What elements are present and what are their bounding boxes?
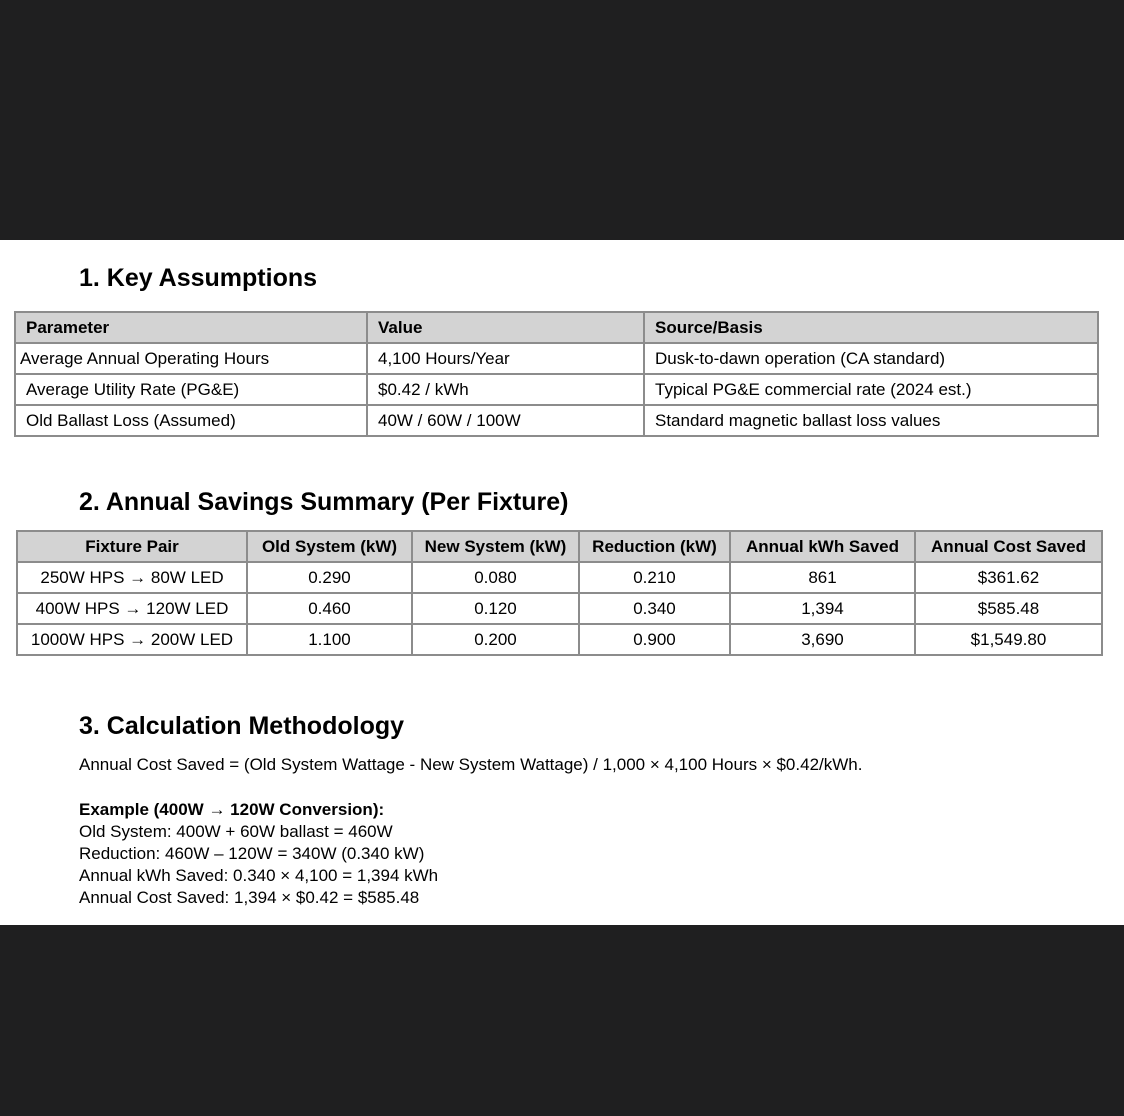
cell-fixture-pair: 400W HPS → 120W LED [17, 593, 247, 624]
cell-value: 4,100 Hours/Year [367, 343, 644, 374]
methodology-example [79, 799, 438, 909]
cell-source: Typical PG&E commercial rate (2024 est.) [644, 374, 1098, 405]
section-heading-key-assumptions: 1. Key Assumptions [79, 264, 318, 292]
cell-kwh-saved: 861 [730, 562, 915, 593]
column-header-fixture-pair: Fixture Pair [17, 531, 247, 562]
table-row [15, 374, 1098, 405]
column-header-kwh-saved: Annual kWh Saved [730, 531, 915, 562]
cell-cost-saved: $585.48 [915, 593, 1102, 624]
table-row [17, 593, 1102, 624]
document-page [0, 240, 1124, 925]
column-header-reduction: Reduction (kW) [579, 531, 730, 562]
section-heading-methodology: 3. Calculation Methodology [79, 712, 405, 740]
column-header-new-system: New System (kW) [412, 531, 579, 562]
cell-old-system: 0.290 [247, 562, 412, 593]
methodology-formula: Annual Cost Saved = (Old System Wattage - New System Wattage) / 1,000 × 4,100 Hours × $0.42/kWh. [79, 755, 863, 774]
example-line: Old System: 400W + 60W ballast = 460W [79, 822, 393, 841]
example-line: Reduction: 460W – 120W = 340W (0.340 kW) [79, 844, 425, 863]
cell-reduction: 0.340 [579, 593, 730, 624]
cell-kwh-saved: 3,690 [730, 624, 915, 655]
cell-parameter: Old Ballast Loss (Assumed) [15, 405, 367, 436]
cell-source: Dusk-to-dawn operation (CA standard) [644, 343, 1098, 374]
cell-source: Standard magnetic ballast loss values [644, 405, 1098, 436]
example-line: Annual Cost Saved: 1,394 × $0.42 = $585.48 [79, 888, 420, 907]
section-heading-annual-savings: 2. Annual Savings Summary (Per Fixture) [79, 488, 569, 516]
cell-old-system: 1.100 [247, 624, 412, 655]
cell-reduction: 0.210 [579, 562, 730, 593]
table-row [17, 562, 1102, 593]
cell-cost-saved: $1,549.80 [915, 624, 1102, 655]
cell-reduction: 0.900 [579, 624, 730, 655]
cell-fixture-pair: 250W HPS → 80W LED [17, 562, 247, 593]
cell-parameter: Average Utility Rate (PG&E) [15, 374, 367, 405]
column-header-parameter: Parameter [15, 312, 367, 343]
example-line: Annual kWh Saved: 0.340 × 4,100 = 1,394 kWh [79, 866, 439, 885]
table-row [15, 343, 1098, 374]
key-assumptions-table [14, 311, 1099, 437]
column-header-cost-saved: Annual Cost Saved [915, 531, 1102, 562]
cell-new-system: 0.080 [412, 562, 579, 593]
cell-cost-saved: $361.62 [915, 562, 1102, 593]
table-row [15, 405, 1098, 436]
table-header-row [15, 312, 1098, 343]
cell-old-system: 0.460 [247, 593, 412, 624]
cell-fixture-pair: 1000W HPS → 200W LED [17, 624, 247, 655]
cell-value: 40W / 60W / 100W [367, 405, 644, 436]
example-title: Example (400W → 120W Conversion): [79, 800, 385, 819]
cell-kwh-saved: 1,394 [730, 593, 915, 624]
table-header-row [17, 531, 1102, 562]
annual-savings-table [16, 530, 1103, 656]
table-row [17, 624, 1102, 655]
cell-value: $0.42 / kWh [367, 374, 644, 405]
column-header-old-system: Old System (kW) [247, 531, 412, 562]
cell-new-system: 0.200 [412, 624, 579, 655]
cell-new-system: 0.120 [412, 593, 579, 624]
cell-parameter: Average Annual Operating Hours [15, 343, 367, 374]
column-header-value: Value [367, 312, 644, 343]
column-header-source: Source/Basis [644, 312, 1098, 343]
